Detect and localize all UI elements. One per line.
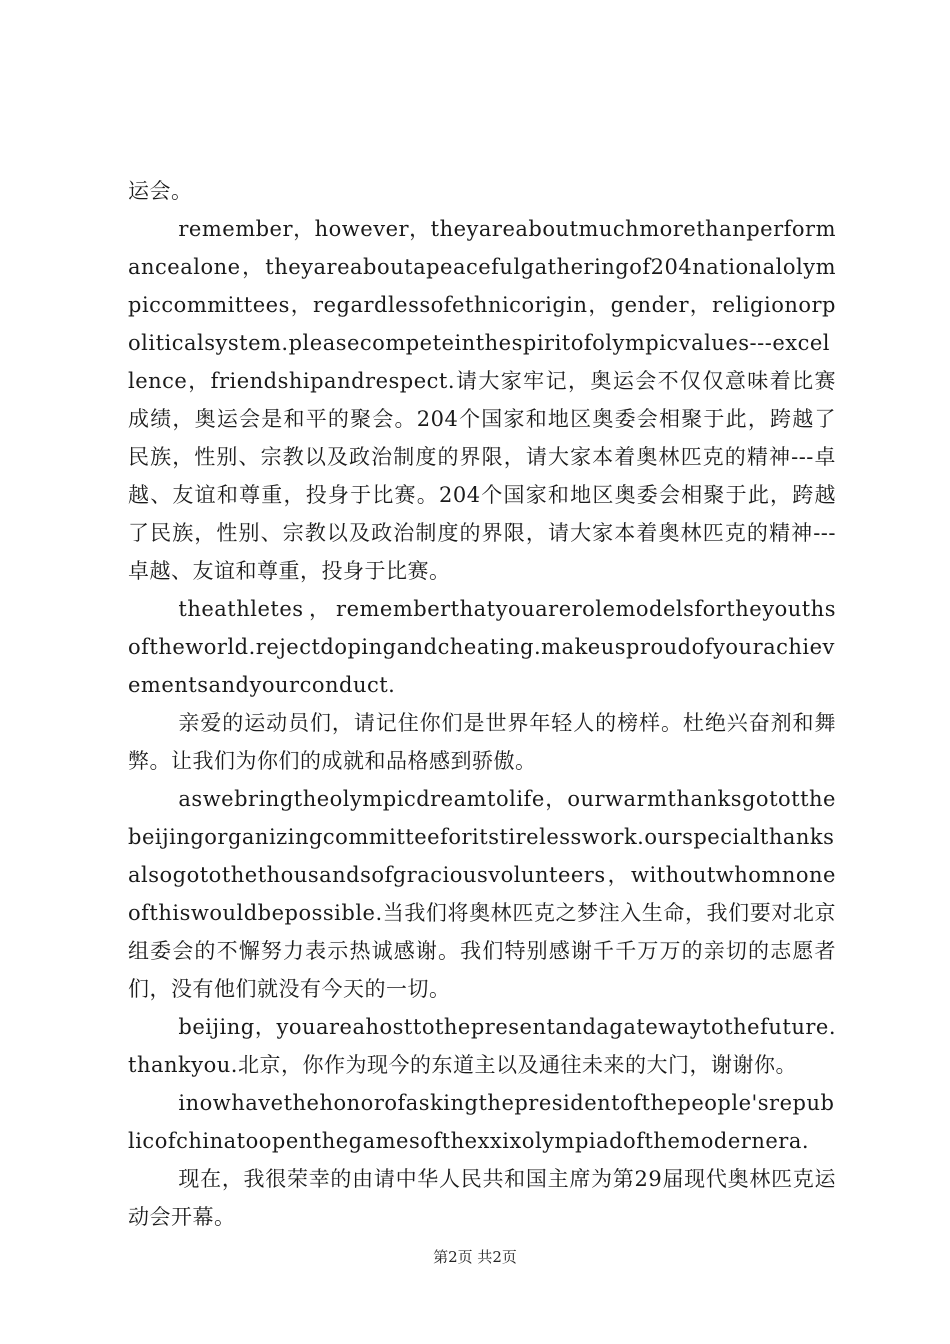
page-footer (0, 1246, 950, 1267)
paragraph-honor-english: inowhavethehonorofaskingthepresidentofthepeople'srepublicofchinatoopenthegamesofthexxixolympiadofthemodernera. (128, 1091, 835, 1153)
paragraph-athletes-chinese: 亲爱的运动员们，请记住你们是世界年轻人的榜样。杜绝兴奋剂和舞弊。让我们为你们的成就和品格感到骄傲。 (128, 711, 836, 773)
paragraph-thanks-bilingual: aswebringtheolympicdreamtolife，ourwarmthanksgototthebeijingorganizingcommitteeforitstirelesswork.ourspecialthanksalsogotothethousandsofgraciousvolunteers，withoutwhomnoneofthiswouldbepossible.当我们将奥林匹克之梦注入生命，我们要对北京组委会的不懈努力表示热诚感谢。我们特别感谢千千万万的亲切的志愿者们，没有他们就没有今天的一切。 (128, 787, 836, 1001)
page-number-label: 第2页 共2页 (433, 1248, 517, 1266)
paragraph-continuation: 运会。 (128, 179, 193, 203)
paragraph-beijing-bilingual: beijing，youareahosttothepresentandagatewaytothefuture.thankyou.北京，你作为现今的东道主以及通往未来的大门，谢谢你。 (128, 1015, 836, 1077)
paragraph-honor-chinese: 现在，我很荣幸的由请中华人民共和国主席为第29届现代奥林匹克运动会开幕。 (128, 1167, 836, 1229)
paragraph-olympic-values-bilingual: remember，however，theyareaboutmuchmorethanperformancealone，theyareaboutapeacefulgatheringof204nationalolympiccommittees，regardlessofethnicorigin，gender，religionorpoliticalsystem.pleasecompeteinthespiritofolympicvalues---excellence，friendshipandrespect.请大家牢记，奥运会不仅仅意味着比赛成绩，奥运会是和平的聚会。204个国家和地区奥委会相聚于此，跨越了民族，性别、宗教以及政治制度的界限，请大家本着奥林匹克的精神---卓越、友谊和尊重，投身于比赛。204个国家和地区奥委会相聚于此，跨越了民族，性别、宗教以及政治制度的界限，请大家本着奥林匹克的精神---卓越、友谊和尊重，投身于比赛。 (128, 217, 836, 583)
paragraph-athletes-english: theathletes，rememberthatyouarerolemodelsfortheyouthsoftheworld.rejectdopingandcheating.makeusproudofyourachievementsandyourconduct. (128, 597, 836, 697)
document-body (128, 172, 836, 1236)
